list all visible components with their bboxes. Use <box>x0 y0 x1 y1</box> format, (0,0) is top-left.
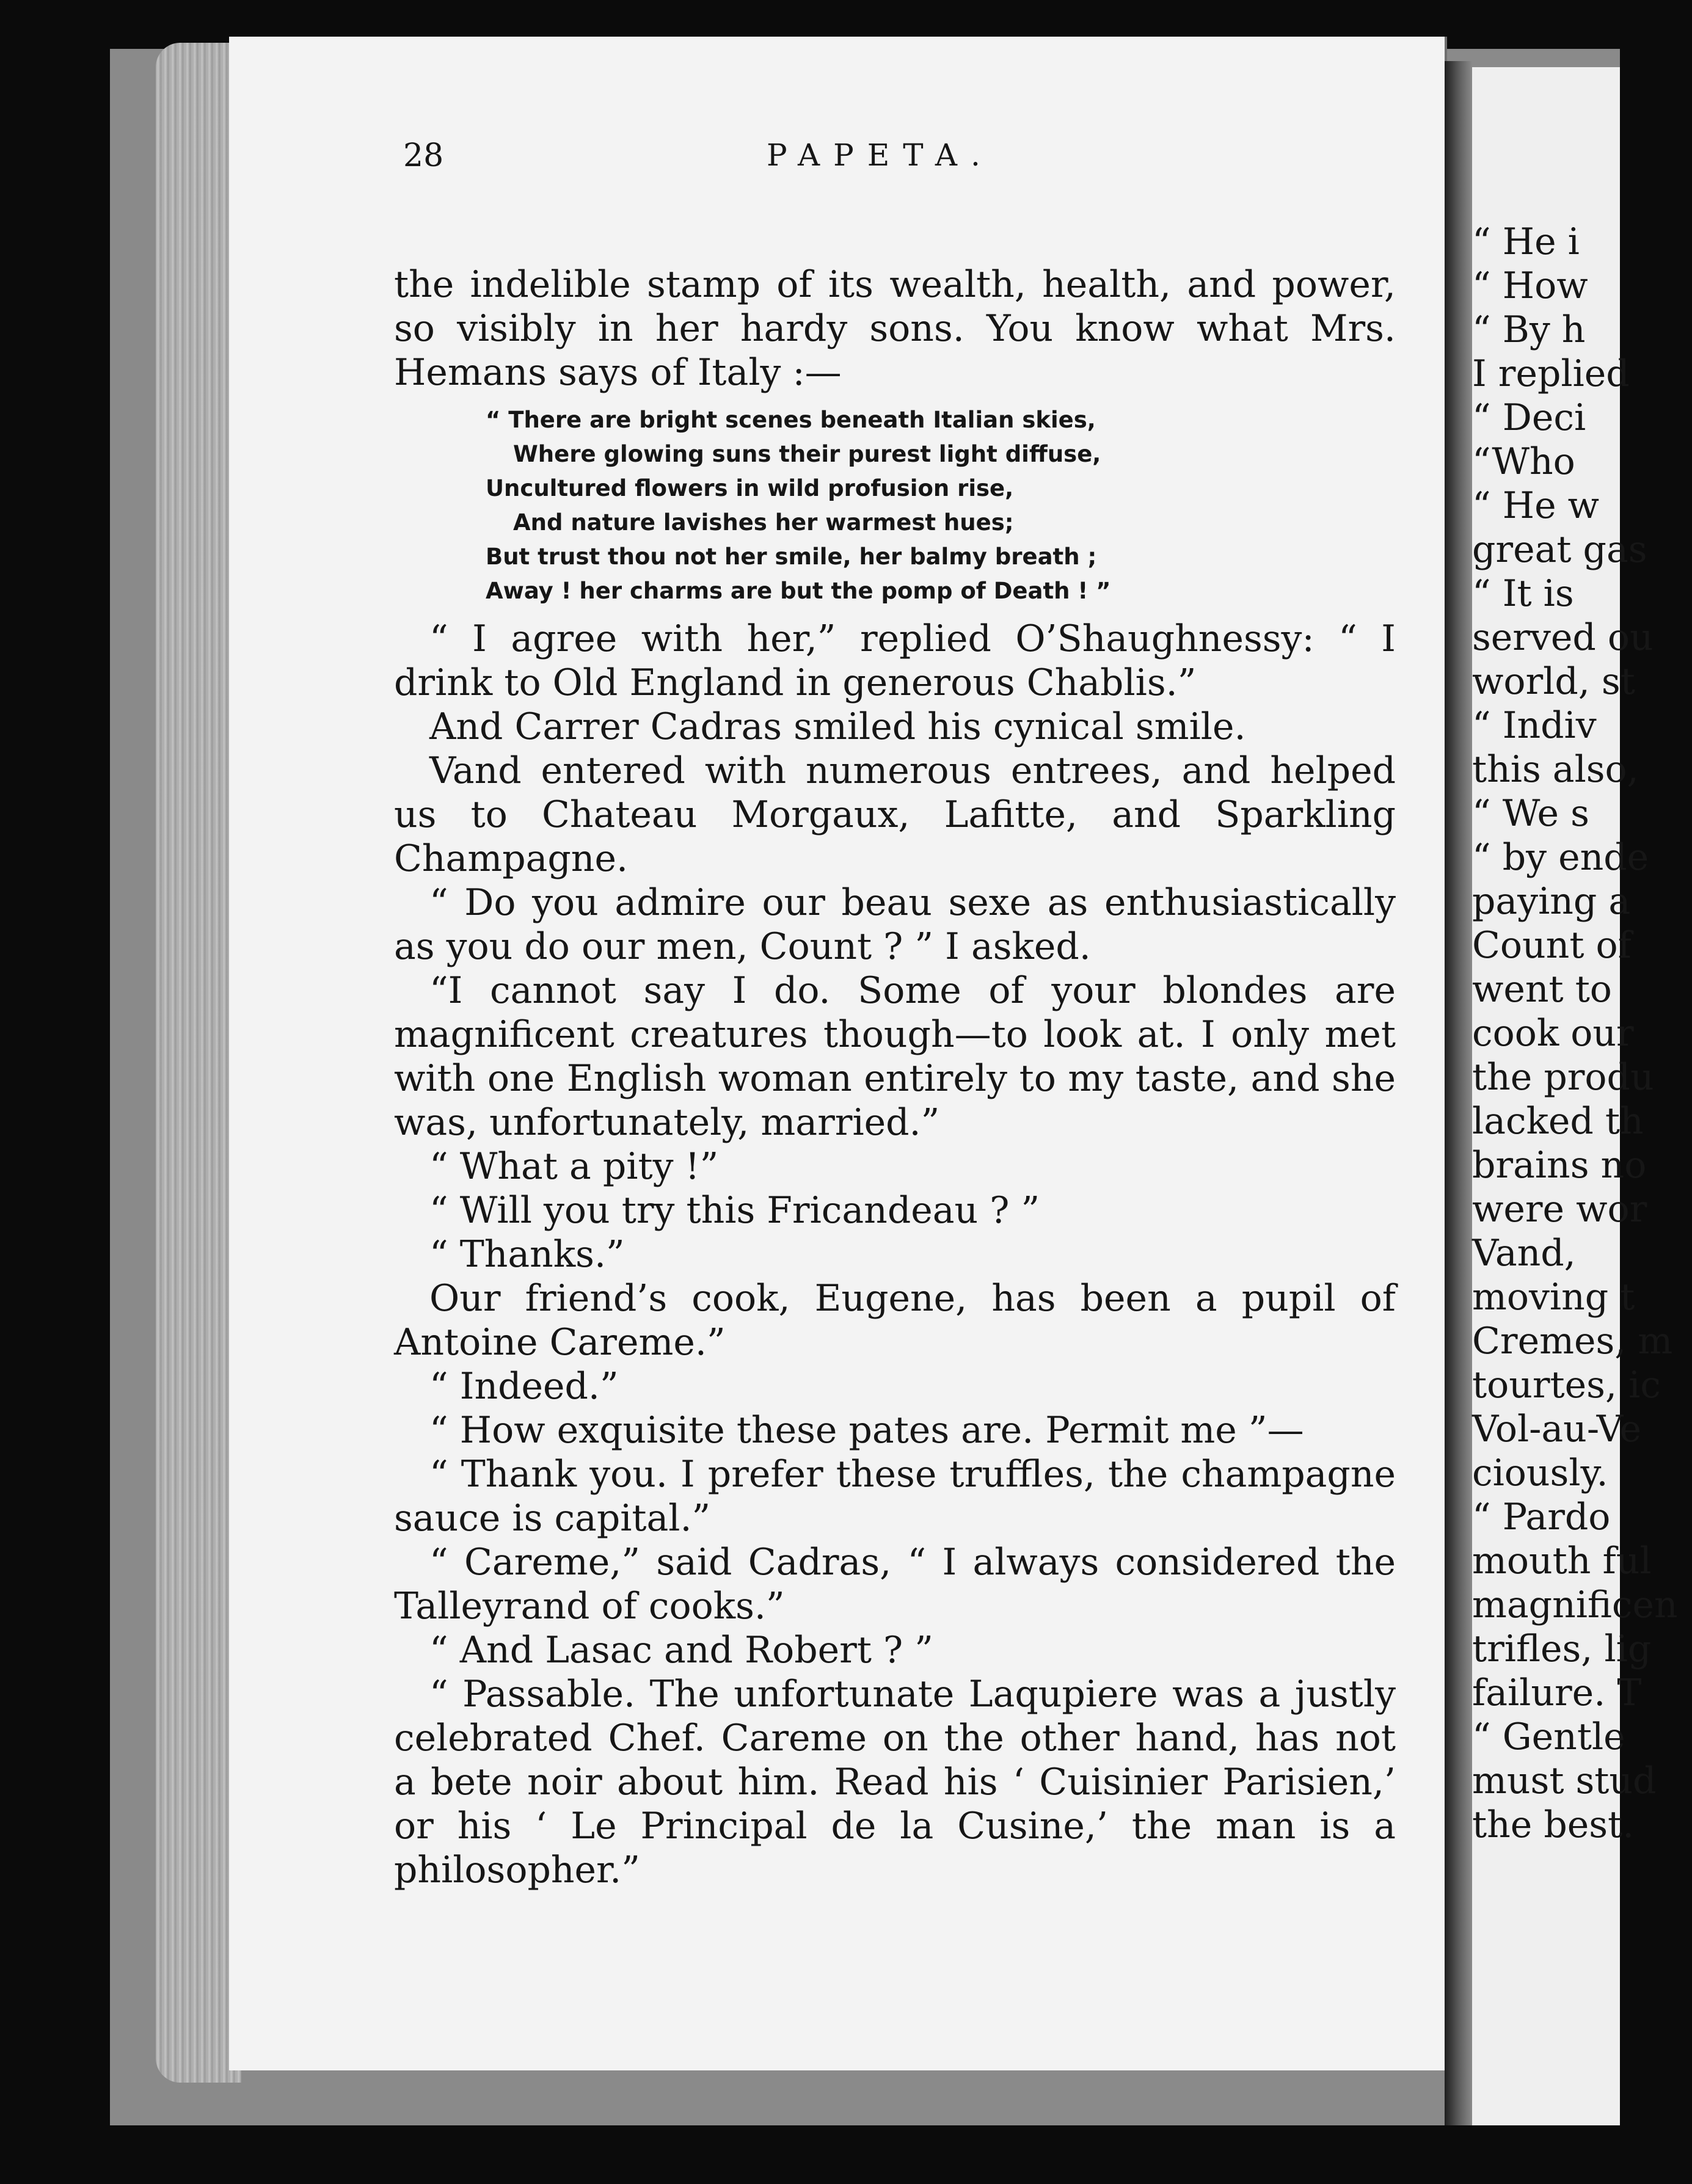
right-page-line: tourtes, ic <box>1472 1364 1661 1407</box>
poem-line: Where glowing suns their purest light diffuse, <box>513 441 1101 467</box>
paragraph: the indelible stamp of its wealth, health, and power, so visibly in her hardy sons. You know what Mrs. Hemans says of Italy :— <box>394 263 1396 394</box>
right-page-line: brains no <box>1472 1144 1647 1187</box>
poem-line: But trust thou not her smile, her balmy breath ; <box>486 544 1097 570</box>
right-page-line: were wor <box>1472 1188 1647 1231</box>
paragraph: Our friend’s cook, Eugene, has been a pupil of Antoine Careme.” <box>394 1277 1396 1364</box>
right-page-line: failure. T <box>1472 1672 1642 1714</box>
right-page-line: “ It is <box>1472 572 1574 615</box>
right-page-partial <box>1472 67 1678 2125</box>
poem-line: Away ! her charms are but the pomp of Death ! ” <box>486 578 1111 604</box>
right-page-line: “ He w <box>1472 484 1600 527</box>
poem-quote <box>486 403 1396 608</box>
paragraph: “ Will you try this Fricandeau ? ” <box>429 1189 1040 1232</box>
right-page-line: “ Gentle <box>1472 1716 1625 1758</box>
poem-line: Uncultured flowers in wild profusion rise, <box>486 475 1014 501</box>
right-page-line: this also, <box>1472 748 1639 791</box>
right-page-line: trifles, lig <box>1472 1628 1652 1670</box>
paragraph: Vand entered with numerous entrees, and helped us to Chateau Morgaux, Lafitte, and Sparkling Champagne. <box>394 749 1396 880</box>
right-page-line: mouth ful <box>1472 1540 1652 1582</box>
right-page-line: world, st <box>1472 660 1635 703</box>
right-page-line: lacked th <box>1472 1100 1644 1143</box>
right-page-line: served ou <box>1472 616 1654 659</box>
right-page-text <box>1472 220 1692 1847</box>
poem-line: And nature lavishes her warmest hues; <box>513 509 1014 536</box>
right-page-line: moving t <box>1472 1276 1635 1319</box>
right-page-line: “ He i <box>1472 220 1580 263</box>
right-page-line: cook our <box>1472 1012 1634 1055</box>
right-page-line: “ How <box>1472 264 1588 307</box>
paragraph: “I cannot say I do. Some of your blondes are magnificent creatures though—to look at. I only met with one English woman entirely to my taste, and she was, unfortunately, married.” <box>394 969 1396 1144</box>
right-page-line: Vand, <box>1472 1232 1576 1275</box>
right-page-line: great gas <box>1472 528 1647 571</box>
right-page-line: Cremes, m <box>1472 1320 1673 1363</box>
right-page-line: must stud <box>1472 1760 1657 1802</box>
right-page-line: I replied <box>1472 352 1630 395</box>
right-page-line: “ Deci <box>1472 396 1586 439</box>
page-edges <box>156 43 241 2083</box>
right-page-line: “ by ende <box>1472 836 1649 879</box>
right-page-line: went to <box>1472 968 1612 1011</box>
right-page-line: “ By h <box>1472 308 1586 351</box>
paragraph: “ Do you admire our beau sexe as enthusiastically as you do our men, Count ? ” I asked. <box>394 881 1396 968</box>
paragraph: “ Passable. The unfortunate Laqupiere was a justly celebrated Chef. Careme on the other hand, has not a bete noir about him. Read his ‘ Cuisinier Parisien,’ or his ‘ Le Principal de la Cusine,’ the man is a philosopher.” <box>394 1673 1396 1891</box>
page-header <box>229 137 1445 186</box>
right-page-line: “ Pardo <box>1472 1496 1611 1538</box>
right-page-line: ciously. <box>1472 1452 1608 1494</box>
right-page-line: “ Indiv <box>1472 704 1597 747</box>
page-number: 28 <box>403 137 444 174</box>
right-page-line: paying a <box>1472 880 1631 923</box>
paragraph: “ And Lasac and Robert ? ” <box>429 1629 933 1672</box>
right-page-line: “ We s <box>1472 792 1589 835</box>
right-page-line: the best. <box>1472 1804 1635 1846</box>
right-page-line: “Who <box>1472 440 1575 483</box>
paragraph: And Carrer Cadras smiled his cynical smile. <box>429 705 1246 748</box>
book-gutter <box>1445 61 1472 2125</box>
paragraph: “ I agree with her,” replied O’Shaughnessy: “ I drink to Old England in generous Chablis.” <box>394 617 1396 704</box>
right-page-line: the produ <box>1472 1056 1654 1099</box>
right-page-line: magnificen <box>1472 1584 1678 1626</box>
left-page <box>229 37 1447 2070</box>
body-text <box>394 263 1396 1892</box>
right-page-line: Vol-au-Ve <box>1472 1408 1642 1451</box>
paragraph: “ Thank you. I prefer these truffles, the champagne sauce is capital.” <box>394 1453 1396 1540</box>
running-title: PAPETA. <box>767 137 994 173</box>
paragraph: “ Careme,” said Cadras, “ I always considered the Talleyrand of cooks.” <box>394 1541 1396 1628</box>
paragraph: “ How exquisite these pates are. Permit me ”— <box>429 1409 1304 1452</box>
right-page-line: Count of <box>1472 924 1632 967</box>
poem-line: “ There are bright scenes beneath Italian skies, <box>486 407 1096 433</box>
paragraph: “ Indeed.” <box>429 1365 619 1408</box>
paragraph: “ Thanks.” <box>429 1233 625 1276</box>
paragraph: “ What a pity !” <box>429 1145 719 1188</box>
